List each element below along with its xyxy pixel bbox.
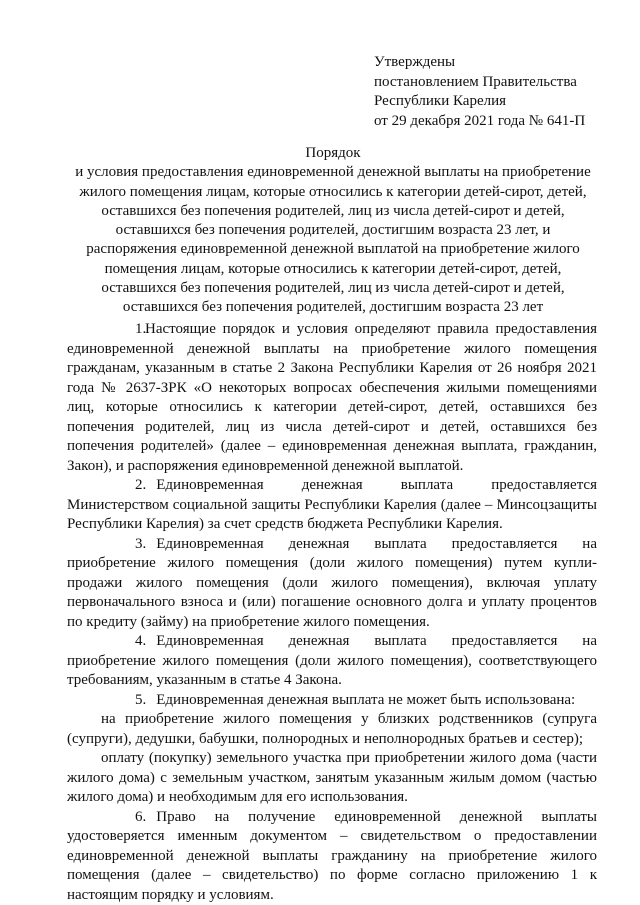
paragraph-text: Право на получение единовременной денежной выплаты удостоверяется именным документом – свидетельством о предоставлении единовременной денежной выплаты гражданину на приобретение жилого помещения (далее – свидетельство) по форме согласно приложению 1 к настоящим порядку и условиям.	[67, 808, 597, 903]
paragraph-text: Единовременная денежная выплата предоставляется Министерством социальной защиты Республики Карелия (далее – Минсоцзащиты Республики Карелия) за счет средств бюджета Республики Карелия.	[67, 477, 597, 532]
paragraph-text: Единовременная денежная выплата предоставляется на приобретение жилого помещения (доли жилого помещения), соответствующего требованиям, указанным в статье 4 Закона.	[67, 633, 597, 688]
title-line: оставшихся без попечения родителей, достигшим возраста 23 лет, и	[115, 222, 551, 239]
document-title	[60, 144, 606, 318]
paragraph-5	[67, 691, 597, 711]
title-line: оставшихся без попечения родителей, лиц из числа детей-сирот и детей,	[101, 280, 565, 297]
paragraph-number: 5.	[135, 691, 147, 708]
paragraph-number: 1.	[135, 321, 147, 337]
title-line: оставшихся без попечения родителей, достигшим возраста 23 лет	[122, 299, 544, 316]
paragraph-1	[67, 320, 597, 476]
paragraph-number: 4.	[135, 633, 147, 649]
title-line: оставшихся без попечения родителей, лиц из числа детей-сирот и детей,	[101, 202, 565, 219]
paragraph-2	[67, 476, 597, 535]
paragraph-number: 6.	[135, 808, 147, 825]
approval-line: Республики Карелия	[374, 93, 507, 109]
approval-date-line: от 29 декабря 2021 года № 641-П	[374, 112, 586, 129]
paragraph-number: 3.	[135, 535, 147, 552]
paragraph-3	[67, 535, 597, 633]
document-body	[67, 320, 597, 905]
paragraph-5-item-b: оплату (покупку) земельного участка при приобретении жилого дома (части жилого дома) с земельным участком, занятым указанным жилым домом (частью жилого дома) и необходимым для его использования.	[67, 750, 597, 805]
paragraph-text: Настоящие порядок и условия определяют правила предоставления единовременной денежной выплаты на приобретение жилого помещения гражданам, указанным в статье 2 Закона Республики Карелия от 26 ноября 2021 года № 2637-ЗРК «О некоторых вопросах обеспечения жилыми помещениями лиц, которые относились к категории детей-сирот, детей, оставшихся без попечения родителей, лиц из числа детей-сирот и детей, оставшихся без попечения родителей» (далее – единовременная денежная выплата, гражданин, Закон), и распоряжения единовременной денежной выплатой.	[67, 321, 597, 474]
approval-line: постановлением Правительства	[374, 73, 577, 90]
paragraph-4	[67, 632, 597, 691]
approval-line: Утверждены	[374, 54, 456, 70]
paragraph-number: 2.	[135, 477, 147, 493]
title-line: Порядок	[305, 145, 361, 161]
paragraph-text: Единовременная денежная выплата предоставляется на приобретение жилого помещения (доли жилого помещения) путем купли-продажи жилого помещения (доли жилого помещения), включая уплату первоначального взноса и (или) погашение основного долга и уплату процентов по кредиту (займу) на приобретение жилого помещения.	[67, 535, 597, 630]
paragraph-text: Единовременная денежная выплата не может быть использована:	[156, 691, 576, 708]
title-line: помещения лицам, которые относились к категории детей-сирот, детей,	[104, 260, 562, 277]
title-line: распоряжения единовременной денежной выплатой на приобретение жилого	[86, 241, 580, 258]
paragraph-6	[67, 808, 597, 905]
paragraph-5-item-a: на приобретение жилого помещения у близких родственников (супруга (супруги), дедушки, бабушки, полнородных и неполнородных братьев и сестер);	[67, 711, 597, 747]
title-line: жилого помещения лицам, которые относились к категории детей-сирот, детей,	[79, 183, 587, 200]
approval-block	[374, 53, 585, 131]
title-line: и условия предоставления единовременной денежной выплаты на приобретение	[75, 164, 591, 181]
